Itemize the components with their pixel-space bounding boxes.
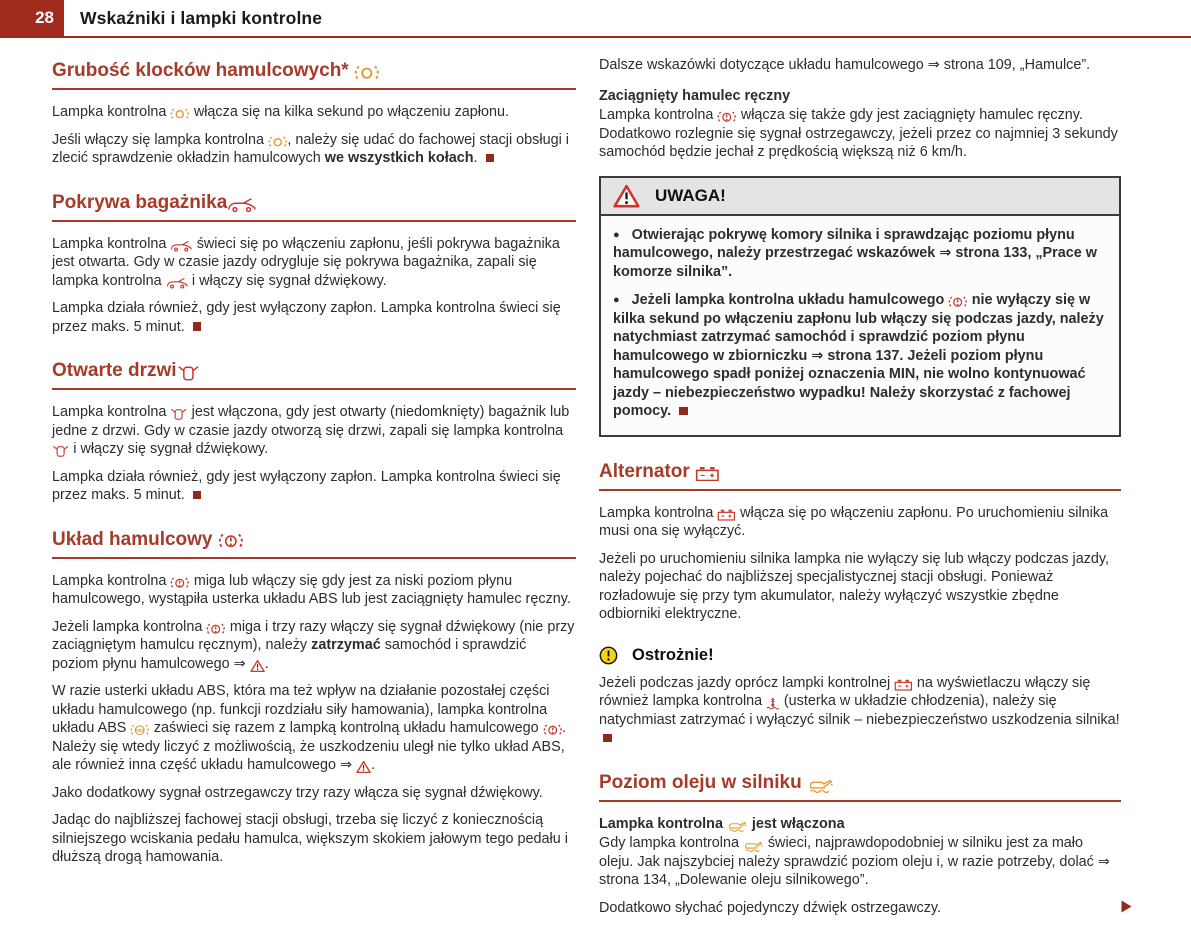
section-heading-brake-system: Układ hamulcowy	[52, 529, 576, 559]
section-end-marker	[603, 734, 612, 743]
paragraph: Lampka działa również, gdy jest wyłączony zapłon. Lampka kontrolna świeci się przez maks. 5 minut.	[52, 300, 561, 335]
coolant-icon	[766, 697, 780, 710]
caution-title: Ostrożnie!	[632, 645, 714, 664]
paragraph: Lampka działa również, gdy jest wyłączony zapłon. Lampka kontrolna świeci się przez maks. 5 minut.	[52, 468, 561, 503]
section-heading-oil-level: Poziom oleju w silniku	[599, 772, 1121, 802]
oil-icon	[743, 839, 764, 852]
brake-warn-icon	[948, 296, 967, 308]
paragraph: Lampka kontrolna włącza się na kilka sekund po włączeniu zapłonu.	[52, 104, 510, 120]
brake-pad-icon	[170, 108, 189, 120]
paragraph: Lampka kontrolna włącza się także gdy jest zaciągnięty hamulec ręczny. Dodatkowo rozlegnie się sygnał ostrzegawczy, jeżeli przez co najmniej 3 sekundy samochód będzie jechał z prędkością większą niż 6 km/h.	[599, 107, 1118, 160]
section-heading-brake-pads: Grubość klocków hamulcowych*	[52, 60, 576, 90]
warning-item-text: Jeżeli lampka kontrolna układu hamulcowego nie wyłączy się w kilka sekund po włączeniu zapłonu lub włączy się podczas jazdy, należy natychmiast zatrzymać samochód i sprawdzić poziom płynu hamulcowego w zbiorniczku ⇒ strona 137. Jeżeli poziom płynu hamulcowego spadł poniżej oznaczenia MIN, nie wolno kontynuować jazdy – niebezpieczeństwo wypadku! Należy skorzystać z fachowej pomocy.	[613, 292, 1104, 419]
oil-icon	[807, 776, 835, 793]
door-open-icon	[170, 408, 187, 420]
paragraph: Jeżeli po uruchomieniu silnika lampka nie wyłączy się lub włączy podczas jazdy, należy pojechać do najbliższej specjalistycznej stacji obsługi. Ponieważ rozładowuje się przy tym akumulator, należy wyłączyć wszystkie zbędne odbiorniki elektryczne.	[599, 550, 1110, 622]
abs-icon	[130, 724, 149, 736]
paragraph: Dalsze wskazówki dotyczące układu hamulcowego ⇒ strona 109, „Hamulce”.	[599, 57, 1091, 73]
brake-warn-icon	[717, 111, 736, 123]
bullet-icon: ●	[613, 294, 620, 306]
caution-header	[599, 646, 1121, 665]
right-column	[599, 56, 1121, 926]
brake-pad-icon	[354, 65, 380, 81]
warning-box-header	[601, 178, 1119, 216]
paragraph: Jadąc do najbliższej fachowej stacji obsługi, trzeba się liczyć z koniecznością silniejszego wciskania pedału hamulca, większym skokiem jałowym tego pedału i dłuższą drogą hamowania.	[52, 812, 568, 865]
brake-warn-icon	[206, 623, 225, 635]
subheading-oil-lamp: Lampka kontrolna jest włączona	[599, 815, 845, 832]
door-open-icon	[52, 445, 69, 457]
trunk-open-icon	[170, 240, 192, 252]
oil-icon	[727, 819, 748, 832]
paragraph: Lampka kontrolna jest włączona, gdy jest otwarty (niedomknięty) bagażnik lub jedne z drzwi. Gdy w czasie jazdy otworzą się drzwi, zapali się lampka kontrolna i włączy się sygnał dźwiękowy.	[52, 404, 570, 457]
warning-box-body	[601, 216, 1119, 435]
chapter-title: Wskaźniki i lampki kontrolne	[80, 7, 323, 28]
page-number: 28	[35, 8, 54, 27]
caution-circle-icon	[599, 646, 618, 665]
paragraph: W razie usterki układu ABS, która ma też wpływ na działanie pozostałej części układu hamulcowego (np. funkcji rozdziału siły hamowania), lampka kontrolna układu ABS ABS zaświeci się razem z lampką kontrolną układu hamulcowego . Należy się wtedy liczyć z możliwością, że uszkodzeniu uległ nie tylko układ ABS, ale również inna część układu hamulcowego ⇒ .	[52, 683, 567, 773]
paragraph: Gdy lampka kontrolna świeci, najprawdopodobniej w silniku jest za mało oleju. Jak najszybciej należy sprawdzić poziom oleju i, w razie potrzeby, dolać ⇒ strona 134, „Dolewanie oleju silnikowego”.	[599, 835, 1110, 888]
brake-warn-icon	[543, 724, 562, 736]
paragraph: Dodatkowo słychać pojedynczy dźwięk ostrzegawczy.	[599, 899, 942, 916]
paragraph: Lampka kontrolna miga lub włączy się gdy jest za niski poziom płynu hamulcowego, wystąpiła usterka układu ABS lub jest zaciągnięty hamulec ręczny.	[52, 572, 571, 607]
brake-pad-icon	[268, 136, 287, 148]
warning-item	[613, 226, 1107, 282]
trunk-open-icon	[227, 197, 256, 213]
bullet-icon: ●	[613, 228, 620, 241]
subheading-handbrake: Zaciągnięty hamulec ręczny	[599, 87, 791, 104]
paragraph: Jeżeli podczas jazdy oprócz lampki kontrolnej na wyświetlaczu włączy się również lampka kontrolna (usterka w układzie chłodzenia), należy się natychmiast zatrzymać i wyłączyć silnik – niebezpieczeństwo uszkodzenia silnika!	[599, 674, 1121, 748]
section-end-marker	[193, 322, 202, 331]
section-end-marker	[679, 407, 688, 416]
paragraph: Lampka kontrolna włącza się po włączeniu zapłonu. Po uruchomieniu silnika musi ona się wyłączyć.	[599, 504, 1109, 539]
warning-triangle-icon	[613, 184, 640, 208]
section-heading-alternator: Alternator	[599, 461, 1121, 491]
warn-triangle-icon	[250, 659, 265, 673]
section-heading-boot-lid: Pokrywa bagażnika	[52, 192, 576, 222]
warn-triangle-icon	[356, 760, 371, 774]
paragraph: Jeżeli lampka kontrolna miga i trzy razy włączy się sygnał dźwiękowy (nie przy zaciągniętym hamulcu ręcznym), należy zatrzymać samochód i sprawdzić poziom płynu hamulcowego ⇒ .	[52, 618, 575, 672]
trunk-open-icon	[166, 277, 188, 289]
paragraph: Jeśli włączy się lampka kontrolna , należy się udać do fachowej stacji obsługi i zlecić sprawdzenie okładzin hamulcowych we wszystkich kołach.	[52, 131, 569, 166]
section-end-marker	[486, 154, 495, 163]
last-line-row	[599, 899, 1121, 918]
svg-text:ABS: ABS	[135, 727, 145, 733]
section-heading-open-doors: Otwarte drzwi	[52, 360, 576, 390]
warning-item-text: Otwierając pokrywę komory silnika i sprawdzając poziomu płynu hamulcowego, należy przestrzegać wskazówek ⇒ strona 133, „Prace w komorze silnika”.	[613, 226, 1097, 280]
battery-icon	[717, 509, 736, 521]
paragraph: Lampka kontrolna świeci się po włączeniu zapłonu, jeśli pokrywa bagażnika jest otwarta. Gdy w czasie jazdy odrygluje się pokrywa bagażnika, zapali się lampka kontrolna i włączy się sygnał dźwiękowy.	[52, 235, 560, 289]
door-open-icon	[177, 365, 200, 381]
warning-box	[599, 176, 1121, 437]
header-rule	[0, 36, 1191, 38]
left-column	[52, 56, 576, 876]
battery-icon	[695, 466, 720, 482]
section-end-marker	[193, 491, 202, 500]
page-continuation-icon	[1121, 900, 1132, 913]
battery-icon	[894, 679, 913, 691]
warning-item	[613, 291, 1107, 421]
brake-warn-icon	[170, 577, 189, 589]
warning-box-title: UWAGA!	[655, 185, 726, 205]
brake-warn-icon	[218, 533, 244, 549]
paragraph: Jako dodatkowy sygnał ostrzegawczy trzy razy włącza się sygnał dźwiękowy.	[52, 784, 543, 801]
page-number-box	[0, 0, 64, 36]
